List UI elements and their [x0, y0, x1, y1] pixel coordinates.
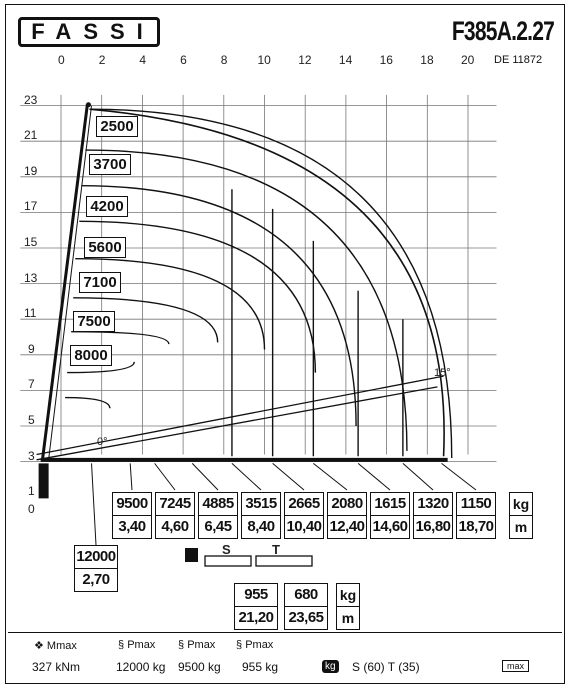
load-reach: 10,40 [285, 515, 323, 538]
extension-t-bar [256, 556, 312, 566]
table-units [509, 492, 533, 539]
load-kg: 1615 [374, 495, 406, 512]
leader-line [358, 463, 390, 490]
x-tick-label: 6 [180, 53, 187, 67]
x-tick-label: 20 [461, 53, 475, 67]
mmax-icon: ❖ [34, 640, 47, 652]
mmax-value: 327 kNm [32, 660, 81, 674]
ext-kg: 955 [244, 586, 268, 603]
x-tick-label: 12 [298, 53, 312, 67]
load-curve [71, 332, 169, 344]
y-tick-label: 21 [24, 128, 38, 143]
boom-load-box: 3700 [89, 154, 131, 175]
load-reach: 4,60 [156, 515, 194, 538]
y-tick-label: 15 [24, 235, 38, 249]
extension-s-bar [205, 556, 251, 566]
y-tick-label: 3 [28, 448, 35, 463]
boom-15deg-edge [37, 387, 438, 460]
boom-load-box: 4200 [86, 196, 128, 217]
extension-s-label: S [222, 542, 231, 557]
y-tick-label: 11 [24, 306, 37, 321]
leader-line [192, 463, 218, 490]
load-column [370, 492, 410, 539]
load-kg: 2665 [288, 495, 320, 512]
extension-t-label: T [272, 542, 280, 557]
brand-logo: FASSI [18, 17, 160, 47]
y-tick-label: 23 [24, 92, 38, 107]
leader-line-near [92, 463, 96, 545]
leader-line [273, 463, 304, 490]
pmax1-value: 12000 kg [116, 660, 166, 674]
unit-kg: kg [512, 496, 530, 512]
pmax2-label: § Pmax [178, 639, 216, 651]
load-reach: 12,40 [328, 515, 366, 538]
mmax-label: ❖ Mmax [34, 640, 77, 652]
pmax2-value: 9500 kg [178, 660, 221, 674]
leader-line [313, 463, 347, 490]
pmax1-label: § Pmax [118, 639, 156, 651]
load-reach: 14,60 [371, 515, 409, 538]
hook-icon: § [236, 639, 246, 651]
load-column [456, 492, 496, 539]
boom-tip [86, 102, 91, 107]
unit-m: m [510, 515, 532, 538]
x-tick-label: 2 [98, 53, 106, 67]
load-column [241, 492, 281, 539]
load-reach: 16,80 [414, 515, 452, 538]
y-tick-label: 13 [24, 270, 38, 285]
load-reach: 3,40 [113, 515, 151, 538]
ext-reach: 23,65 [285, 606, 327, 629]
load-kg: 1150 [460, 495, 492, 512]
x-tick-label: 0 [58, 53, 65, 67]
boom-load-box: 2500 [96, 116, 138, 137]
x-tick-label: 18 [420, 53, 434, 67]
document-code: DE 11872 [494, 54, 543, 66]
pmax3-label: § Pmax [236, 639, 274, 651]
load-reach: 8,40 [242, 515, 280, 538]
load-column [198, 492, 238, 539]
leader-line [442, 463, 476, 490]
load-curve [81, 186, 356, 426]
load-column [284, 492, 324, 539]
ext-reach: 21,20 [235, 606, 277, 629]
min-angle-label: 0° [97, 436, 108, 448]
load-kg: 1320 [417, 495, 449, 512]
boom-load-box: 8000 [70, 345, 112, 366]
ext-unit-m: m [337, 606, 359, 629]
y-tick-label: 19 [24, 163, 38, 178]
load-kg: 9500 [116, 495, 148, 512]
boom-load-box: 7500 [73, 311, 115, 332]
load-kg: 4885 [202, 495, 234, 512]
crane-column [39, 463, 49, 498]
max-label: max [502, 660, 529, 672]
leader-line [155, 463, 175, 490]
x-tick-label: 4 [139, 53, 147, 67]
boom-load-box: 5600 [84, 237, 126, 258]
y-tick-label: 1 [28, 484, 35, 499]
ext-kg: 680 [294, 586, 318, 603]
y-tick-label: 7 [28, 377, 35, 392]
load-reach: 18,70 [457, 515, 495, 538]
load-column [155, 492, 195, 539]
leader-line [130, 463, 132, 490]
model-number: F385A.2.27 [451, 16, 554, 46]
y-tick-label: 9 [28, 341, 35, 356]
near-load-kg: 12000 [76, 548, 116, 565]
x-tick-label: 16 [379, 53, 393, 67]
pmax3-value: 955 kg [242, 660, 279, 674]
y-tick-label: 17 [24, 199, 38, 214]
extension-base-icon [185, 548, 198, 562]
extension-column [234, 583, 278, 630]
near-load-box [74, 545, 118, 592]
x-tick-label: 8 [220, 53, 228, 67]
hook-icon: § [178, 639, 188, 651]
load-kg: 7245 [159, 495, 191, 512]
y-tick-label: 5 [28, 413, 35, 427]
load-curve [65, 398, 110, 409]
kg-badge: kg [322, 660, 339, 673]
boom-load-box: 7100 [79, 272, 121, 293]
near-load-m: 2,70 [75, 568, 117, 591]
extension-counts: S (60) T (35) [352, 660, 420, 674]
max-angle-label: 15° [434, 367, 451, 379]
x-tick-label: 10 [257, 53, 271, 67]
footer [8, 632, 562, 679]
extension-column [284, 583, 328, 630]
load-column [413, 492, 453, 539]
extension-units [336, 583, 360, 630]
leader-line [403, 463, 433, 490]
load-kg: 3515 [245, 495, 277, 512]
load-column [327, 492, 367, 539]
leader-line [232, 463, 261, 490]
x-tick-label: 14 [338, 53, 353, 67]
load-kg: 2080 [331, 495, 363, 512]
load-reach: 6,45 [199, 515, 237, 538]
hook-icon: § [118, 639, 128, 651]
y-tick-label: 0 [28, 502, 35, 516]
load-column [112, 492, 152, 539]
ext-unit-kg: kg [339, 587, 357, 603]
